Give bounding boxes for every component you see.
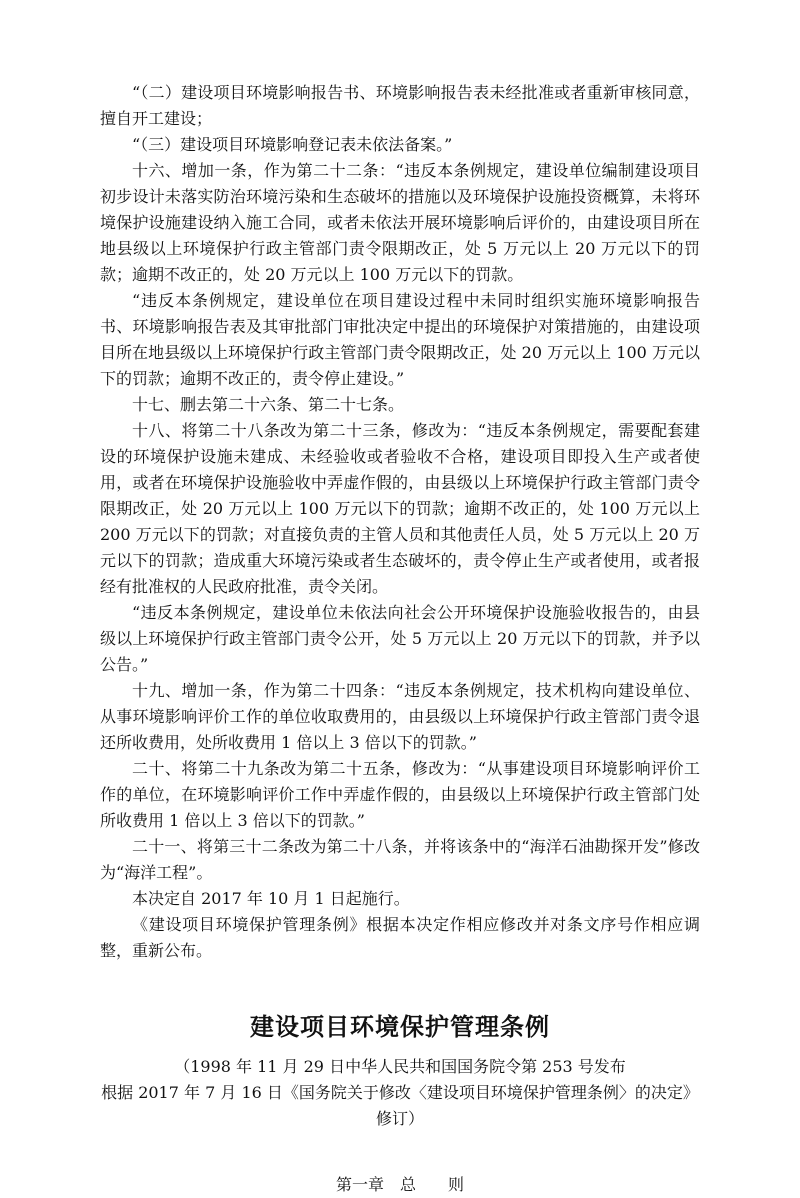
paragraph-article-21: 二十一、将第三十二条改为第二十八条，并将该条中的“海洋石油勘探开发”修改为“海洋工程”。 bbox=[100, 837, 700, 882]
paragraph-article-18-cont: “违反本条例规定，建设单位未依法向社会公开环境保护设施验收报告的，由县级以上环境保护行政主管部门责令公开，处 5 万元以上 20 万元以下的罚款，并予以公告。” bbox=[100, 603, 700, 674]
chapter-heading: 第一章 总 则 bbox=[335, 1175, 464, 1194]
regulation-subtitle-line-2: 根据 2017 年 7 月 16 日《国务院关于修改〈建设项目环境保护管理条例〉的决定》修订） bbox=[101, 1083, 699, 1128]
paragraph-item-2: “（二）建设项目环境影响报告书、环境影响报告表未经批准或者重新审核同意，擅自开工建设； bbox=[100, 83, 700, 128]
paragraph-article-18: 十八、将第二十八条改为第二十三条，修改为：“违反本条例规定，需要配套建设的环境保护设施未建成、未经验收或者验收不合格，建设项目即投入生产或者使用，或者在环境保护设施验收中弄虚作假的，由县级以上环境保护行政主管部门责令限期改正，处 20 万元以上 100 万元以下的罚款；逾期不改正的，处 100 万元以上 200 万元以下的罚款；对直接负责的主管人员和其他责任人员，处 5 万元以上 20 万元以下的罚款；造成重大环境污染或者生态破坏的，责令停止生产或者使用，或者报经有批准权的人民政府批准，责令关闭。 bbox=[100, 421, 700, 596]
paragraph-article-16-cont: “违反本条例规定，建设单位在项目建设过程中未同时组织实施环境影响报告书、环境影响报告表及其审批部门审批决定中提出的环境保护对策措施的，由建设项目所在地县级以上环境保护行政主管部门责令限期改正，处 20 万元以上 100 万元以下的罚款；逾期不改正的，责令停止建设。” bbox=[100, 291, 700, 388]
paragraph-article-20: 二十、将第二十九条改为第二十五条，修改为：“从事建设项目环境影响评价工作的单位，在环境影响评价工作中弄虚作假的，由县级以上环境保护行政主管部门处所收费用 1 倍以上 3 倍以下的罚款。” bbox=[100, 759, 700, 830]
paragraph-article-16: 十六、增加一条，作为第二十二条：“违反本条例规定，建设单位编制建设项目初步设计未落实防治环境污染和生态破坏的措施以及环境保护设施投资概算，未将环境保护设施建设纳入施工合同，或者未依法开展环境影响后评价的，由建设项目所在地县级以上环境保护行政主管部门责令限期改正，处 5 万元以上 20 万元以下的罚款；逾期不改正的，处 20 万元以上 100 万元以下的罚款。 bbox=[100, 161, 700, 284]
paragraph-republish: 《建设项目环境保护管理条例》根据本决定作相应修改并对条文序号作相应调整，重新公布。 bbox=[100, 915, 700, 960]
paragraph-article-17: 十七、删去第二十六条、第二十七条。 bbox=[132, 395, 405, 414]
paragraph-item-3: “（三）建设项目环境影响登记表未依法备案。” bbox=[132, 135, 453, 154]
regulation-title: 建设项目环境保护管理条例 bbox=[250, 1012, 550, 1041]
paragraph-effective-date: 本决定自 2017 年 10 月 1 日起施行。 bbox=[132, 889, 410, 908]
amendment-text bbox=[100, 80, 700, 964]
regulation-subtitle-line-1: （1998 年 11 月 29 日中华人民共和国国务院令第 253 号发布 bbox=[174, 1057, 626, 1076]
paragraph-article-19: 十九、增加一条，作为第二十四条：“违反本条例规定，技术机构向建设单位、从事环境影响评价工作的单位收取费用的，由县级以上环境保护行政主管部门责令退还所收费用，处所收费用 1 倍以上 3 倍以下的罚款。” bbox=[100, 681, 700, 752]
